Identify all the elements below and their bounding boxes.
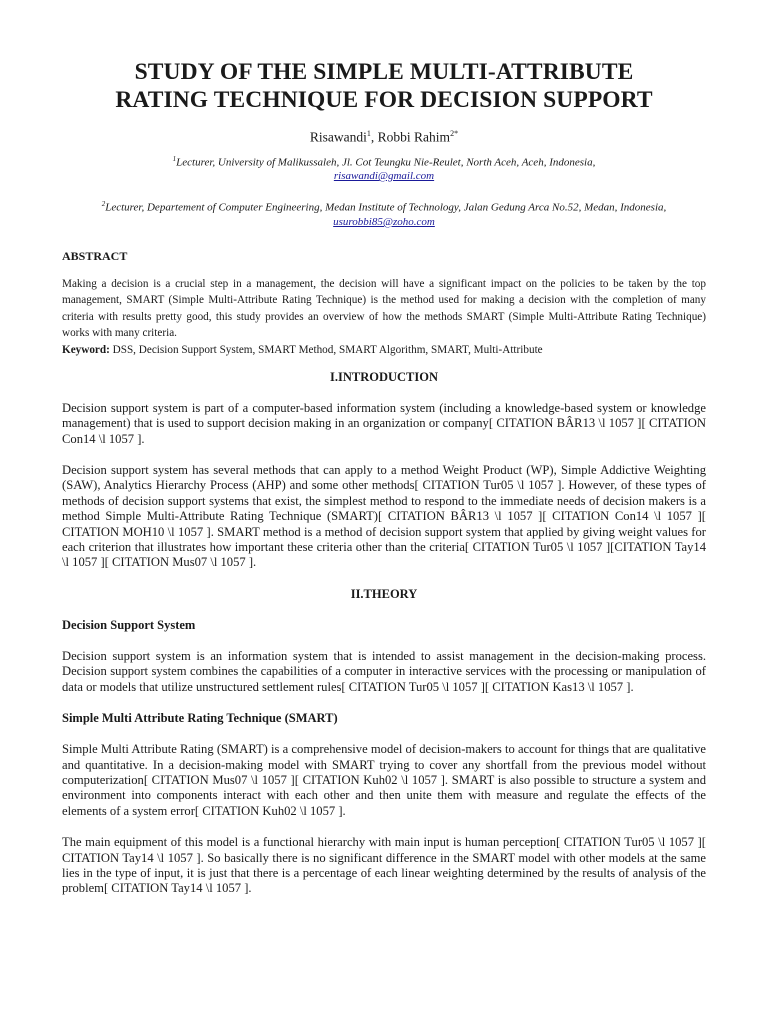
theory-heading: II.THEORY — [350, 586, 418, 601]
affiliation-1-text: Lecturer, University of Malikussaleh, Jl. Cot Teungku Nie-Reulet, North Aceh, Aceh, Indonesia, — [176, 156, 596, 169]
author-1-sup: 1 — [366, 129, 371, 138]
affiliation-2-text: Lecturer, Departement of Computer Engineering, Medan Institute of Technology, Jalan Gedung Arca No.52, Medan, Indonesia, — [105, 201, 667, 214]
author-2-email-link[interactable]: usurobbi85@zoho.com — [333, 215, 435, 228]
affiliation-1-sup: 1 — [172, 154, 177, 163]
title-line-2: RATING TECHNIQUE FOR DECISION SUPPORT — [115, 87, 653, 113]
author-2-sup: 2* — [450, 129, 459, 138]
abstract-body: Making a decision is a crucial step in a management, the decision will have a significant impact on the policies to be taken by the top management, SMART (Simple Multi-Attribute Rating Technique) is the method used for making a decision with the completion of many criteria with results pretty good, this study provides an overview of how the methods SMART (Simple Multi-Attribute Rating Technique) works with many criteria. — [62, 277, 706, 340]
introduction-paragraph-2: Decision support system has several methods that can apply to a method Weight Product (WP), Simple Addictive Weighting (SAW), Analytics Hierarchy Process (AHP) and some other methods[ CITATION Tur05 \l 1057 ]. However, of these types of methods of decision support systems that exist, the simplest method to respond to the immediate needs of decision makers is a method Simple Multi-Attribute Rating Technique (SMART)[ CITATION BÂR13 \l 1057 ][ CITATION Con14 \l 1057 ][ CITATION MOH10 \l 1057 ]. SMART method is a method of decision support system that applied by giving weight values for each criterion that illustrates how important these criteria other than the criteria[ CITATION Tur05 \l 1057 ][CITATION Tay14 \l 1057 ][ CITATION Mus07 \l 1057 ]. — [62, 463, 706, 570]
author-1-name: Risawandi — [309, 129, 367, 145]
paper-title — [62, 58, 706, 114]
affiliation-2 — [62, 197, 706, 229]
author-2-name: Robbi Rahim — [377, 129, 451, 145]
affiliation-1 — [62, 152, 706, 184]
affiliation-2-sup: 2 — [101, 200, 106, 209]
author-list — [62, 126, 706, 146]
abstract-heading: ABSTRACT — [62, 248, 128, 263]
author-separator: , — [370, 129, 378, 145]
keywords — [62, 342, 706, 358]
author-1-email-link[interactable]: risawandi@gmail.com — [333, 170, 435, 183]
introduction-heading: I.INTRODUCTION — [329, 369, 438, 384]
keyword-label: Keyword: — [62, 343, 110, 356]
smart-paragraph-2: The main equipment of this model is a functional hierarchy with main input is human perception[ CITATION Tur05 \l 1057 ][ CITATION Tay14 \l 1057 ]. So basically there is no significant difference in the SMART model with other models at the same lies in the type of input, it is just that there is a percentage of each linear weighting determined by the results of analysis of the problem[ CITATION Tay14 \l 1057 ]. — [62, 835, 706, 896]
keyword-text: DSS, Decision Support System, SMART Method, SMART Algorithm, SMART, Multi-Attribute — [109, 343, 543, 356]
dss-paragraph: Decision support system is an information system that is intended to assist management in the decision-making process. Decision support system combines the capabilities of a computer in interactive services with the processing or manipulation of data or models that utilize unstructured settlement rules[ CITATION Tur05 \l 1057 ][ CITATION Kas13 \l 1057 ]. — [62, 648, 706, 694]
dss-subheading: Decision Support System — [62, 617, 196, 632]
introduction-paragraph-1: Decision support system is part of a computer-based information system (including a knowledge-based system or knowledge management) that is used to support decision making in an organization or company[ CITATION BÂR13 \l 1057 ][ CITATION Con14 \l 1057 ]. — [62, 400, 706, 446]
title-line-1: STUDY OF THE SIMPLE MULTI-ATTRIBUTE — [134, 59, 634, 85]
smart-subheading: Simple Multi Attribute Rating Technique (SMART) — [62, 711, 338, 726]
smart-paragraph-1: Simple Multi Attribute Rating (SMART) is a comprehensive model of decision-makers to account for things that are qualitative and quantitative. In a decision-making model with SMART trying to cover any shortfall from the previous model without computerization[ CITATION Mus07 \l 1057 ][ CITATION Kuh02 \l 1057 ]. SMART is also possible to structure a system and environment into components interact with each other and then unite them with measure and regulate the effects of the elements of a system error[ CITATION Kuh02 \l 1057 ]. — [62, 742, 706, 818]
